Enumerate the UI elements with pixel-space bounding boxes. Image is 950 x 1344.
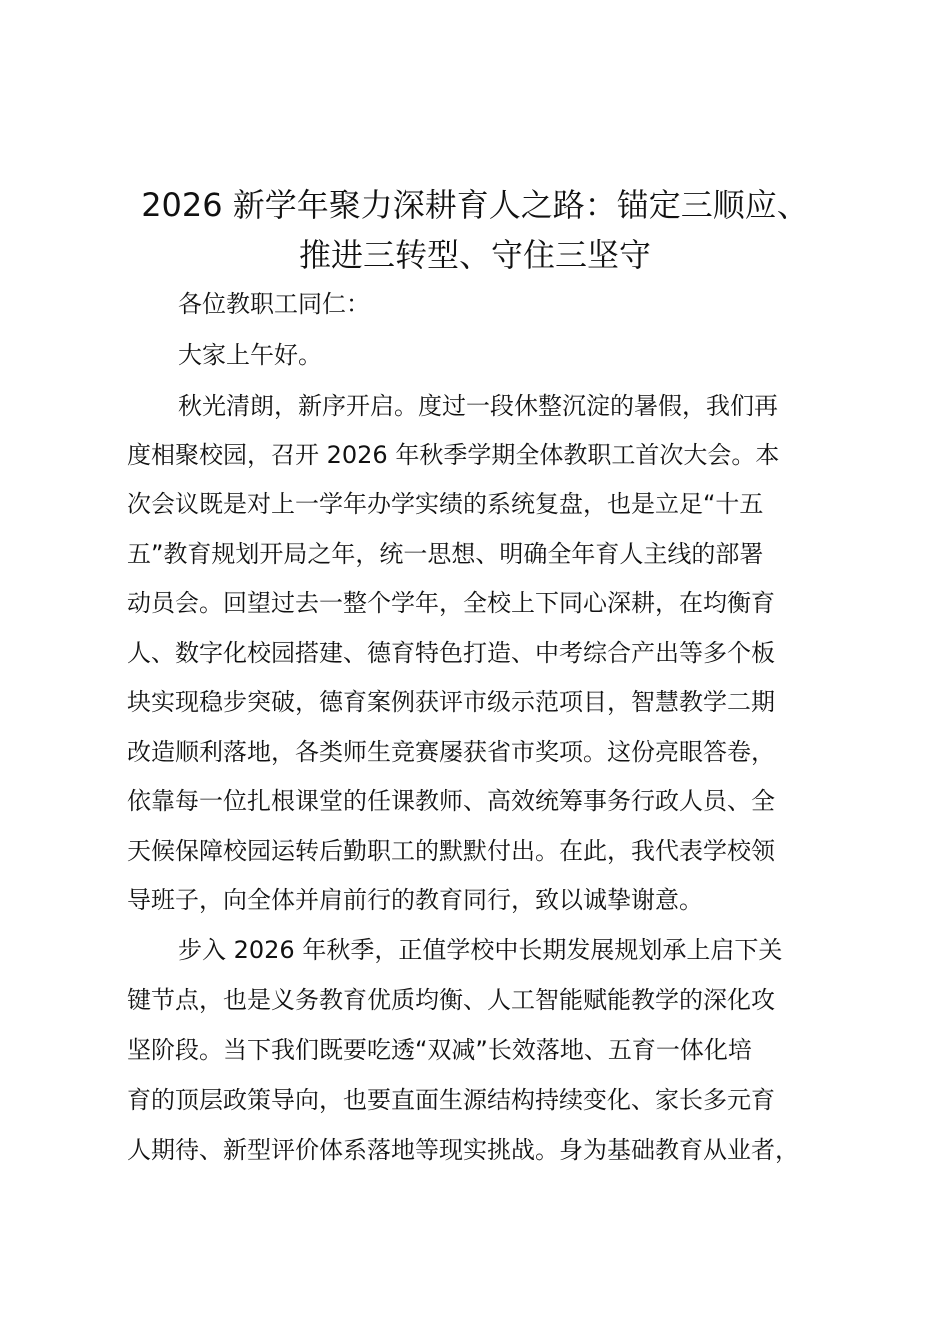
paragraph-1-line-3: 次会议既是对上一学年办学实绩的系统复盘，也是立足“十五 <box>127 490 764 518</box>
salutation: 各位教职工同仁： <box>178 290 370 318</box>
paragraph-2-line-5: 人期待、新型评价体系落地等现实挑战。身为基础教育从业者， <box>127 1136 799 1164</box>
paragraph-1-line-10: 天候保障校园运转后勤职工的默默付出。在此，我代表学校领 <box>127 837 775 865</box>
paragraph-1-line-11: 导班子，向全体并肩前行的教育同行，致以诚挚谢意。 <box>127 886 703 914</box>
paragraph-1-line-1: 秋光清朗，新序开启。度过一段休整沉淀的暑假，我们再 <box>178 392 778 420</box>
paragraph-1-line-7: 块实现稳步突破，德育案例获评市级示范项目，智慧教学二期 <box>127 688 775 716</box>
paragraph-1-line-2: 度相聚校园，召开 2026 年秋季学期全体教职工首次大会。本 <box>127 441 780 469</box>
paragraph-2-line-4: 育的顶层政策导向，也要直面生源结构持续变化、家长多元育 <box>127 1086 775 1114</box>
paragraph-1-line-8: 改造顺利落地，各类师生竞赛屡获省市奖项。这份亮眼答卷， <box>127 738 775 766</box>
paragraph-2-line-1: 步入 2026 年秋季，正值学校中长期发展规划承上启下关 <box>178 936 783 964</box>
greeting: 大家上午好。 <box>178 341 322 369</box>
paragraph-1-line-6: 人、数字化校园搭建、德育特色打造、中考综合产出等多个板 <box>127 639 775 667</box>
document-title-line-2: 推进三转型、守住三坚守 <box>298 236 651 274</box>
paragraph-1-line-5: 动员会。回望过去一整个学年，全校上下同心深耕，在均衡育 <box>127 589 775 617</box>
paragraph-1-line-9: 依靠每一位扎根课堂的任课教师、高效统筹事务行政人员、全 <box>127 787 775 815</box>
document-title-line-1: 2026 新学年聚力深耕育人之路：锚定三顺应、 <box>141 186 809 224</box>
paragraph-2-line-2: 键节点，也是义务教育优质均衡、人工智能赋能教学的深化攻 <box>127 986 775 1014</box>
paragraph-2-line-3: 坚阶段。当下我们既要吃透“双减”长效落地、五育一体化培 <box>127 1036 752 1064</box>
paragraph-1-line-4: 五”教育规划开局之年，统一思想、明确全年育人主线的部署 <box>127 540 764 568</box>
